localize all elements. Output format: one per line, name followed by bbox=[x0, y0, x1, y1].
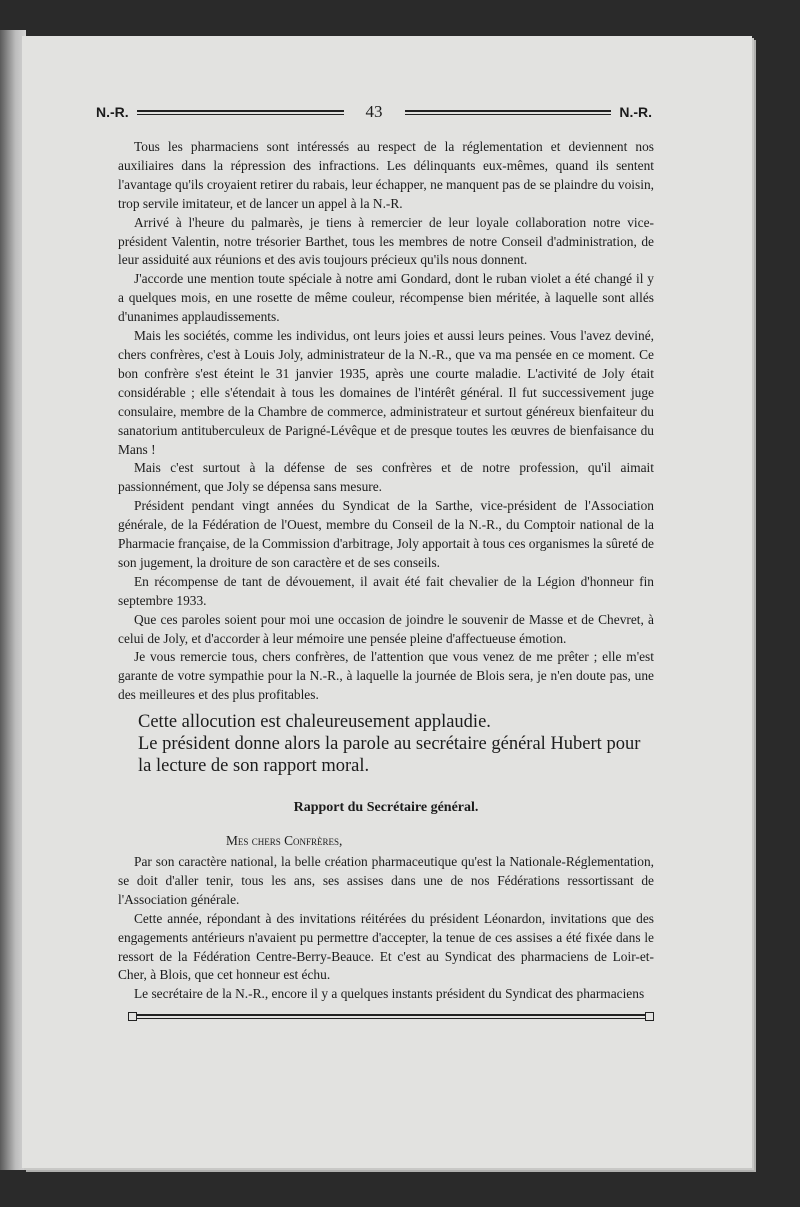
paragraph: Mais les sociétés, comme les individus, ont leurs joies et aussi leurs peines. Vous l'avez deviné, chers confrères, c'est à Louis Joly, administrateur de la N.-R., que va ma pensée en ce moment. Ce bon confrère s'est éteint le 31 janvier 1935, après une courte maladie. L'activité de Joly était considérable ; elle s'étendait à tous les domaines de l'intérêt général. Il fut successivement juge consulaire, membre de la Chambre de commerce, administrateur et surtout généreux bienfaiteur du sanatorium antituberculeux de Parigné-Lévêque et de presque toutes les œuvres de bienfaisance du Mans ! bbox=[118, 328, 654, 457]
paragraph: Mais c'est surtout à la défense de ses confrères et de notre profession, qu'il aimait passionnément, que Joly se dépensa sans mesure. bbox=[118, 460, 654, 495]
header-right: N.-R. bbox=[619, 104, 652, 120]
paragraph: J'accorde une mention toute spéciale à notre ami Gondard, dont le ruban violet a été changé il y a quelques mois, en une rosette de même couleur, récompense bien méritée, à laquelle sont allés d'unanimes applaudissements. bbox=[118, 271, 654, 325]
large-text-line: Cette allocution est chaleureusement applaudie. bbox=[138, 712, 491, 733]
header-left: N.-R. bbox=[96, 104, 129, 120]
paragraph: En récompense de tant de dévouement, il avait été fait chevalier de la Légion d'honneur fin septembre 1933. bbox=[118, 573, 654, 608]
footer-rule bbox=[128, 1011, 654, 1021]
header-rule-left bbox=[137, 110, 344, 115]
page-number: 43 bbox=[365, 102, 383, 121]
large-text-line: Le président donne alors la parole au secrétaire général Hubert pour la lecture de son rapport moral. bbox=[138, 734, 641, 777]
running-header bbox=[96, 102, 652, 122]
paragraph: Président pendant vingt années du Syndicat de la Sarthe, vice-président de l'Association générale, de la Fédération de l'Ouest, membre du Conseil de la N.-R., du Comptoir national de la Pharmacie française, de la Commission d'arbitrage, Joly apportait à tous ces organismes la sûreté de son jugement, la droiture de son caractère et de ses conseils. bbox=[118, 498, 654, 570]
footer-rule-line bbox=[137, 1014, 645, 1019]
page-body bbox=[118, 138, 654, 1004]
large-text-block bbox=[118, 711, 654, 777]
header-rule-right bbox=[405, 110, 612, 115]
paragraph: Que ces paroles soient pour moi une occasion de joindre le souvenir de Masse et de Chevret, à celui de Joly, et d'accorder à leur mémoire une pensée pleine d'affectueuse émotion. bbox=[118, 611, 654, 646]
paragraph: Arrivé à l'heure du palmarès, je tiens à remercier de leur loyale collaboration notre vice-président Valentin, notre trésorier Barthet, tous les membres de notre Conseil d'administration, de leur assiduité aux réunions et des avis toujours précieux qu'ils nous donnent. bbox=[118, 214, 654, 268]
section-title: Rapport du Secrétaire général. bbox=[293, 800, 479, 816]
report-paragraph: Par son caractère national, la belle création pharmaceutique qu'est la Nationale-Réglementation, se doit d'aller tenir, tous les ans, ses assises dans une de nos Fédérations ressortissant de l'Association générale. bbox=[118, 854, 654, 907]
salutation: Mes chers Confrères, bbox=[226, 833, 343, 849]
paragraph: Je vous remercie tous, chers confrères, de l'attention que vous venez de me prêter ; elle m'est garante de votre sympathie pour la N.-R., à laquelle la journée de Blois sera, je n'en doute pas, une des meilleures et des plus profitables. bbox=[118, 649, 654, 703]
report-paragraph: Cette année, répondant à des invitations réitérées du président Léonardon, invitations que des engagements antérieurs n'avaient pu permettre d'accepter, la tenue de ces assises a été fixée dans le ressort de la Fédération Centre-Berry-Beauce. Et c'est au Syndicat des pharmaciens de Loir-et-Cher, à Blois, que cet honneur est échu. bbox=[118, 910, 654, 983]
footer-rule-left-square bbox=[128, 1012, 137, 1021]
footer-rule-right-square bbox=[645, 1012, 654, 1021]
report-paragraph: Le secrétaire de la N.-R., encore il y a quelques instants président du Syndicat des pharmaciens bbox=[134, 986, 645, 1002]
paragraph: Tous les pharmaciens sont intéressés au respect de la réglementation et deviennent nos auxiliaires dans la répression des infractions. Les délinquants eux-mêmes, quand ils sentent l'avantage qu'ils croyaient retirer du rabais, leur échapper, ne manquent pas de se plaindre du voisin, trop servile imitateur, et de lancer un appel à la N.-R. bbox=[118, 139, 654, 211]
